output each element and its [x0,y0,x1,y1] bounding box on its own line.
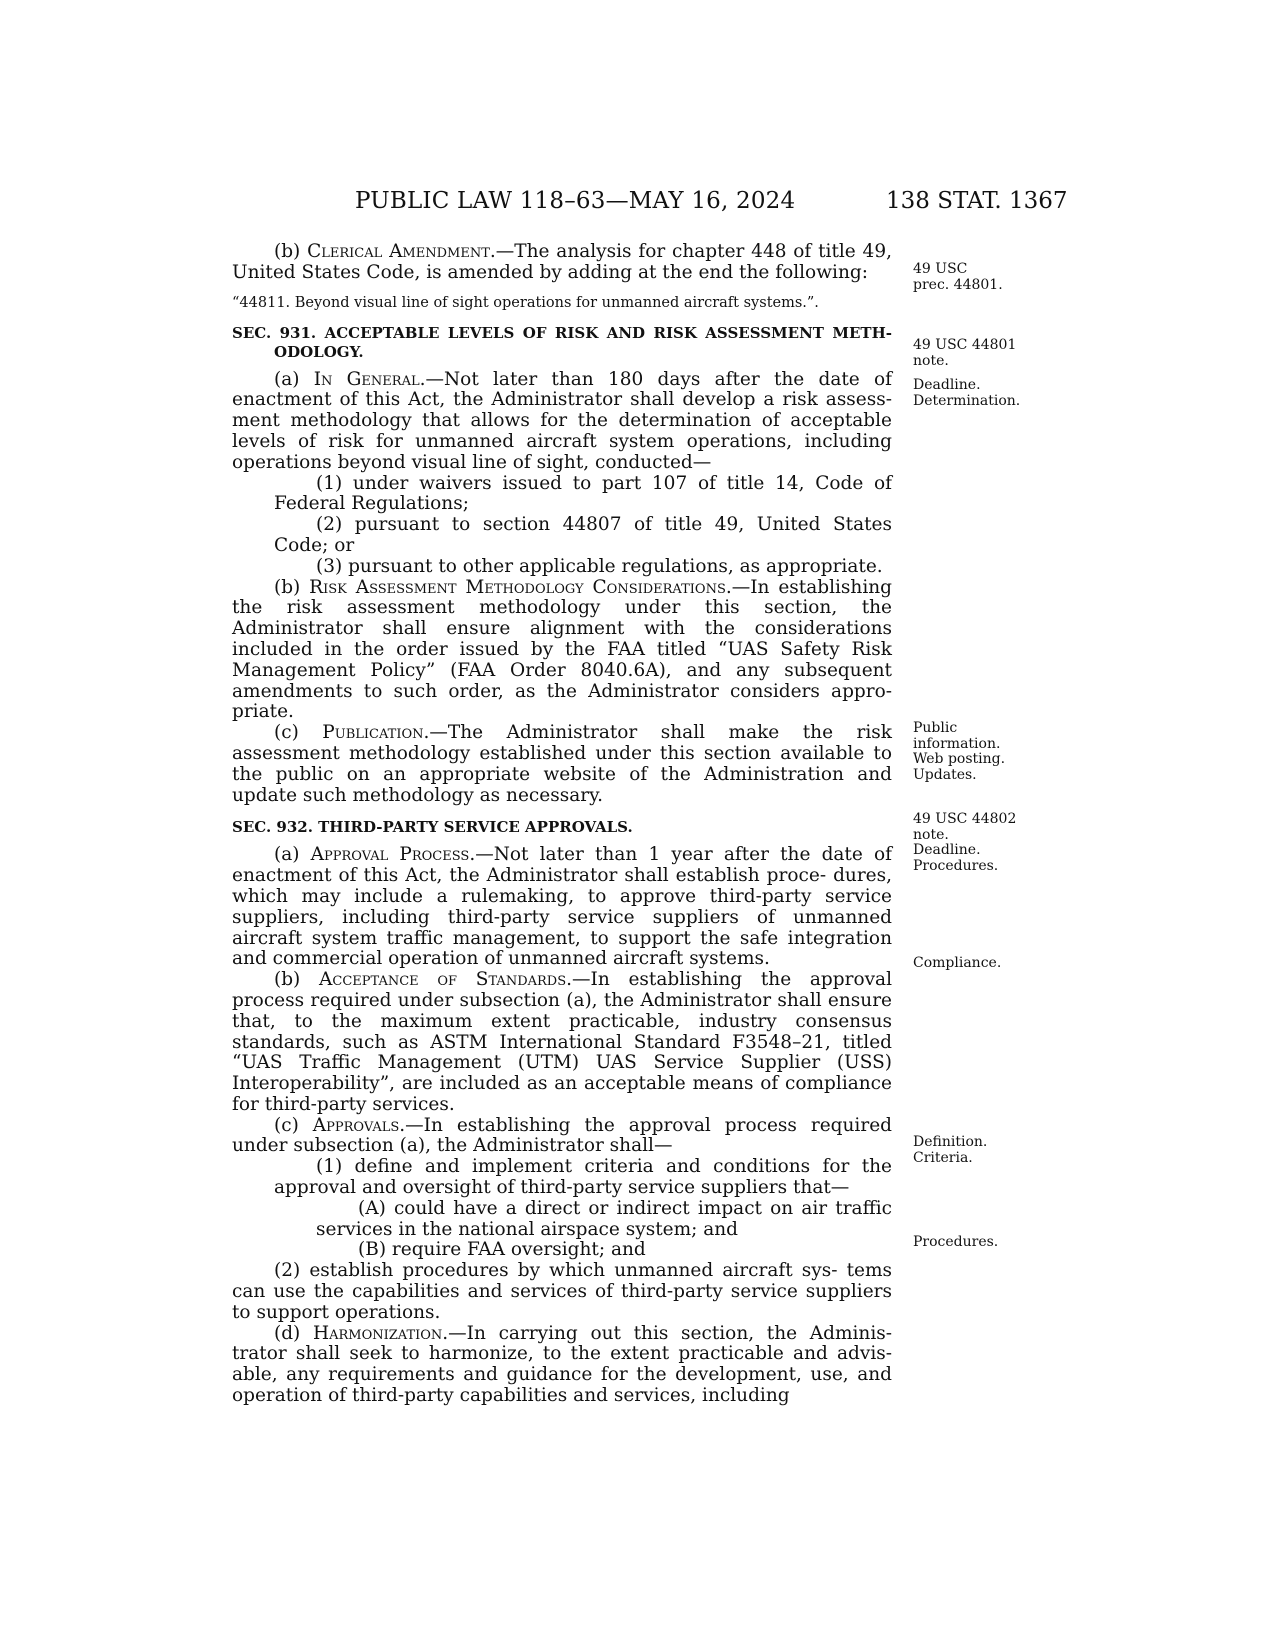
subsection-label: (b) [274,241,308,262]
margin-note-line: Criteria. [913,1149,973,1166]
subsection-label: (d) [274,1322,313,1344]
subsection-body: .—In establishing the approval process required under subsection (a), the Administrator shall— [232,1114,892,1157]
subsection-heading: Approvals [312,1114,400,1136]
paragraph-932-a [232,845,892,970]
subsection-heading: Acceptance of Standards [319,969,567,991]
margin-note-line: information. [913,735,1001,752]
subsection-body: .—In establishing the approval process required under subsection (a), the Administrator shall ensure that, to the maximum extent practicable, industry consensus standards, such as ASTM International Standard F3548–21, titled “UAS Traffic Management (UTM) UAS Service Supplier (USS) Interoperability”, are included as an acceptable means of compliance for third-party services. [232,969,892,1115]
paragraph-931-a [232,370,892,474]
margin-note-line: Definition. [913,1134,988,1150]
margin-note-line: 49 USC 44801 [913,337,1017,353]
margin-note-line: note. [913,352,949,369]
margin-note-line: 49 USC 44802 [913,811,1017,827]
margin-note-line: Compliance. [913,955,1002,971]
subsection-body: .—The Administrator shall make the risk assessment methodology established under this section available to the public on an appropriate website of the Administration and update such methodology as necessary. [232,722,892,806]
subsection-heading: Clerical Amendment [307,241,490,262]
margin-note-line: prec. 44801. [913,276,1003,293]
margin-note-line: Procedures. [913,857,999,874]
margin-note-definition-criteria [913,1135,987,1166]
running-header-title: PUBLIC LAW 118–63—MAY 16, 2024 [355,188,796,214]
quoted-table-entry: “44811. Beyond visual line of sight operations for unmanned aircraft systems.”. [232,294,819,311]
paragraph-931-a-3: (3) pursuant to other applicable regulations, as appropriate. [316,555,883,577]
margin-note-compliance [913,956,1001,972]
margin-note-line: Deadline. [913,842,981,858]
margin-note-49usc-44802 [913,812,1016,874]
paragraph-clerical-amendment [232,242,892,284]
subsection-body: .—In carrying out this section, the Adminis- trator shall seek to harmonize, to the extent practicable and advis- able, any requirements and guidance for the development, use, and operation of third-party capabilities and services, including [232,1322,892,1407]
page-number: 138 STAT. 1367 [886,188,1068,214]
subsection-label: (b) [274,576,310,598]
paragraph-931-b [232,578,892,724]
margin-note-line: note. [913,826,949,843]
subsection-heading: Publication [322,722,424,744]
subsection-heading: Risk Assessment Methodology Considerations [309,576,726,598]
subsection-label: (a) [274,844,311,866]
paragraph-932-c [232,1116,892,1158]
section-931-heading: SEC. 931. ACCEPTABLE LEVELS OF RISK AND RISK ASSESSMENT METH- ODOLOGY. [232,323,892,361]
margin-note-line: Deadline. [913,377,981,393]
subsection-body: .—The analysis for chapter 448 of title 49, United States Code, is amended by adding at the end the following: [232,241,892,283]
subsection-body: .—In establishing the risk assessment methodology under this section, the Administrator shall ensure alignment with the considerations included in the order issued by the FAA titled “UAS Safety Risk Management Policy” (FAA Order 8040.6A), and any subsequent amendments to such order, as the Administrator considers appro- priate. [232,576,892,723]
subsection-heading: Harmonization [312,1322,443,1344]
subsection-body: .—Not later than 180 days after the date of enactment of this Act, the Administrator shall develop a risk assess- ment methodology that allows for the determination of acceptable levels of risk for unmanned aircraft system operations, including operations beyond visual line of sight, conducted— [232,368,892,473]
subsection-label: (a) [274,368,314,390]
margin-note-line: 49 USC [913,261,968,277]
margin-note-line: Public [913,720,958,736]
subsection-heading: In General [313,368,420,390]
margin-note-public-information [913,721,1005,783]
paragraph-932-c-1-A: (A) could have a direct or indirect impact on air traffic services in the national airspace system; and [316,1197,892,1240]
paragraph-932-b [232,970,892,1116]
margin-note-procedures [913,1235,998,1251]
main-text-column [232,242,892,1407]
paragraph-931-c [232,723,892,806]
subsection-label: (b) [274,969,320,991]
margin-note-49usc-44801 [913,338,1016,369]
subsection-body: .—Not later than 1 year after the date of enactment of this Act, the Administrator shall establish proce- dures, which may include a rulemaking, to approve third-party service suppliers, including third-party service suppliers of unmanned aircraft system traffic management, to support the safe integration and commercial operation of unmanned aircraft systems. [232,844,892,970]
margin-note-line: Updates. [913,766,977,783]
paragraph-932-c-1: (1) define and implement criteria and conditions for the approval and oversight of third-party service suppliers that— [274,1156,892,1199]
paragraph-932-d [232,1324,892,1407]
paragraph-931-a-2: (2) pursuant to section 44807 of title 49, United States Code; or [274,514,892,556]
paragraph-932-c-1-B: (B) require FAA oversight; and [358,1239,646,1261]
paragraph-931-a-1: (1) under waivers issued to part 107 of title 14, Code of Federal Regulations; [274,472,892,515]
margin-note-deadline-determination [913,378,1020,409]
subsection-label: (c) [274,1114,313,1136]
paragraph-932-c-2: (2) establish procedures by which unmanned aircraft sys- tems can use the capabilities and services of third-party service suppliers to support operations. [232,1260,892,1323]
subsection-label: (c) [274,722,323,744]
margin-note-line: Procedures. [913,1234,999,1250]
section-932-heading: SEC. 932. THIRD-PARTY SERVICE APPROVALS. [232,818,633,837]
subsection-heading: Approval Process [310,844,470,866]
margin-note-line: Determination. [913,392,1021,409]
margin-note-line: Web posting. [913,751,1006,767]
margin-note-49usc-prec [913,262,1003,293]
